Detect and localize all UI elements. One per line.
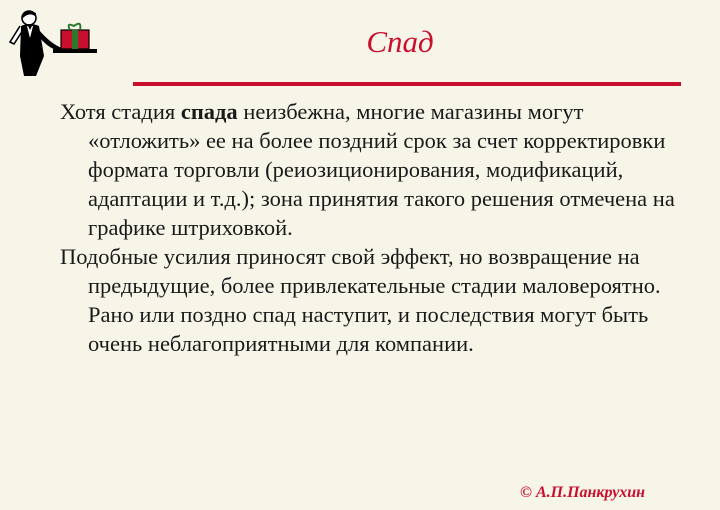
paragraph-1-lead: Хотя стадия [60,99,181,124]
slide-body [60,97,690,358]
copyright-footer: © А.П.Панкрухин [520,484,645,501]
waiter-with-tray-icon [6,6,106,78]
paragraph-2 [60,242,690,358]
title-divider [133,82,681,86]
paragraph-1-rest: неизбежна, многие магазины могут «отложить» ее на более поздний срок за счет корректировки формата торговли (реиозиционирования, модификаций, адаптации и т.д.); зона принятия такого решения отмечена на графике штриховкой. [88,99,675,240]
paragraph-1-emphasis: спада [180,99,238,124]
slide-title: Спад [366,24,434,59]
paragraph-1 [60,97,690,242]
paragraph-2-lead: Подобные усилия приносят свой эффект, но возвращение на предыдущие, более привлекательные стадии маловероятно. Рано или поздно спад наступит, и последствия могут быть очень неблагоприятными для компании. [60,244,661,356]
